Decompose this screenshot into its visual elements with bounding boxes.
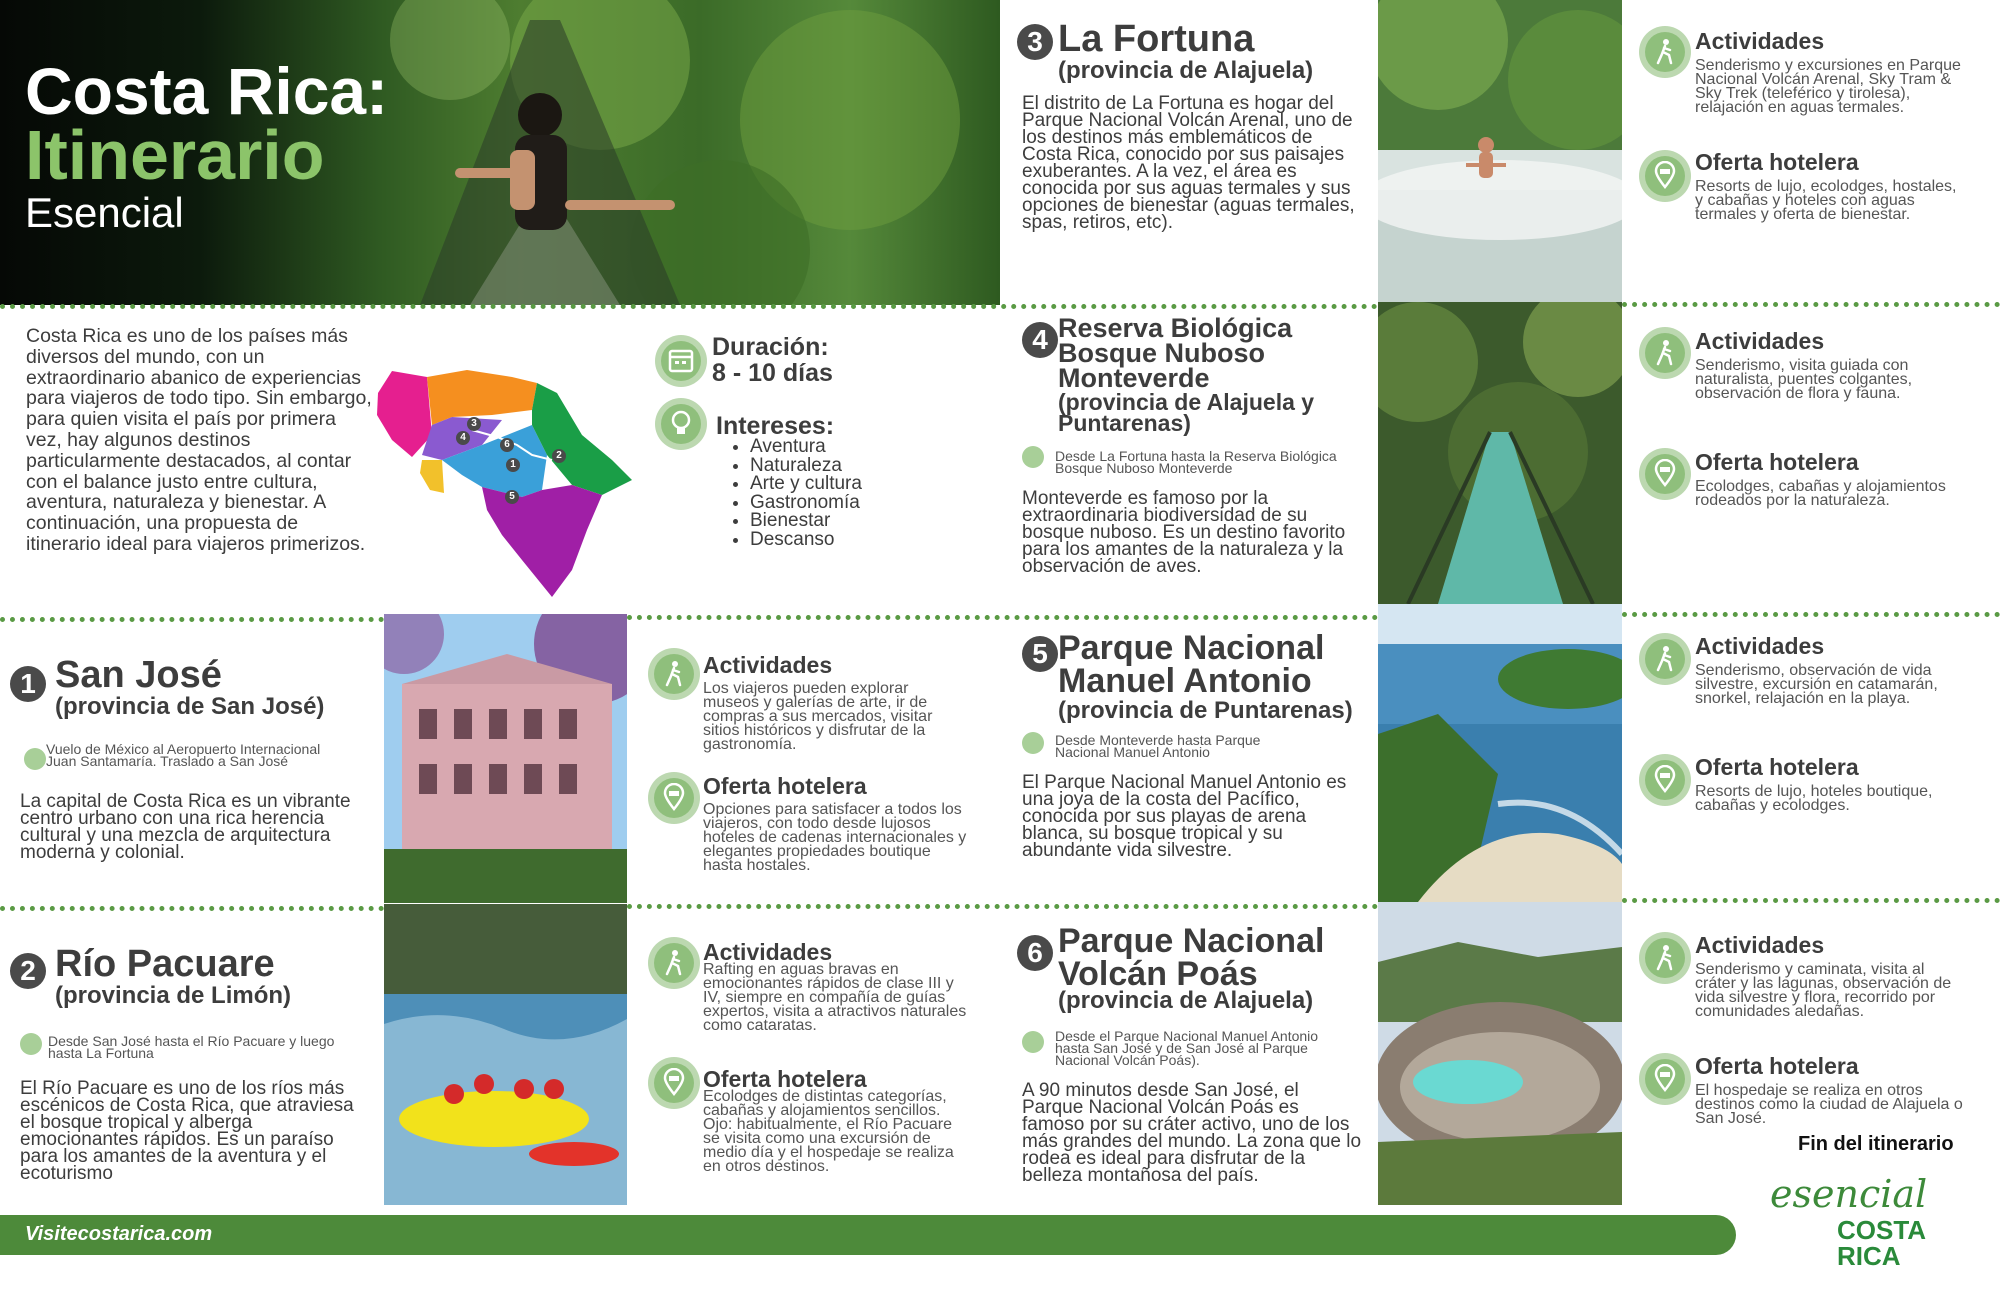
hotels-heading: Oferta hotelera (703, 773, 867, 799)
hiking-icon (648, 648, 700, 700)
hotel-pin-icon (648, 772, 700, 824)
interest-item: • Arte y cultura (750, 475, 862, 494)
photo-volcan-poas-crater (1378, 902, 1622, 1205)
desc-manuel-antonio: El Parque Nacional Manuel Antonio es una joya de la costa del Pacífico, conocida por sus playas de arena blanca, su bosque tropical y su abundante vida silvestre. (1022, 772, 1347, 861)
interest-item: • Naturaleza (750, 457, 862, 476)
divider-low-center (627, 904, 1378, 909)
section-subtitle-volcan-poas: (provincia de Alajuela) (1058, 987, 1314, 1014)
calendar-icon (655, 335, 707, 387)
interest-item: • Bienestar (750, 512, 862, 531)
interests-label: Intereses: (716, 412, 835, 440)
route-volcan-poas: Desde el Parque Nacional Manuel Antonio hasta San José y de San José al Parque Nacional Volcán Poás). (1055, 1028, 1319, 1068)
hero-title-line1: Costa Rica: (25, 54, 389, 128)
activities-la-fortuna: Senderismo y excursiones en Parque Nacional Volcán Arenal, Sky Tram & Sky Trek (teleférico y tirolesa), relajación en aguas termales. (1695, 57, 1961, 116)
divider-low-left (0, 906, 384, 911)
hero-title-line3: Esencial (25, 189, 184, 236)
section-title-san-jose: San José (55, 654, 222, 696)
intro-paragraph: Costa Rica es uno de los países más diversos del mundo, con un extraordinario abanico de experiencias para viajeros de todo tipo. Sin embargo, para quien visita el país por primera vez, hay algunos destinos particularmente destacados, al contar con el balance justo entre cultura, aventura, naturaleza y bienestar. A continuación, una propuesta de itinerario ideal para viajeros primerizos. (26, 325, 372, 555)
section-subtitle-rio-pacuare: (provincia de Limón) (55, 982, 292, 1009)
hiking-icon (1639, 26, 1691, 78)
section-number-2: 2 (10, 953, 46, 989)
hiking-icon (648, 937, 700, 989)
route-monteverde: Desde La Fortuna hasta la Reserva Biológica Bosque Nuboso Monteverde (1055, 448, 1337, 476)
hero-title-line2: Itinerario (25, 116, 325, 194)
map-label-1: 1 (506, 458, 520, 472)
hotels-heading: Oferta hotelera (1695, 149, 1859, 175)
divider-mid-left (0, 617, 384, 622)
costa-rica-map (372, 365, 637, 600)
desc-la-fortuna: El distrito de La Fortuna es hogar del Parque Nacional Volcán Arenal, uno de los destinos más emblemáticos de Costa Rica, conocido por sus paisajes exuberantes. A la vez, el área es conocida por sus aguas termales y sus opciones de bienestar (aguas termales, spas, retiros, etc). (1022, 93, 1355, 233)
route-manuel-antonio: Desde Monteverde hasta Parque Nacional Manuel Antonio (1055, 732, 1261, 760)
section-subtitle-la-fortuna: (provincia de Alajuela) (1058, 57, 1314, 84)
activities-san-jose: Los viajeros pueden explorar museos y galerías de arte, ir de compras a sus mercados, visitar sitios históricos y disfrutar de la gastronomía. (703, 680, 933, 753)
photo-la-fortuna-hot-springs (1378, 0, 1622, 302)
activities-monteverde: Senderismo, visita guiada con naturalista, puentes colgantes, observación de flora y fauna. (1695, 357, 1913, 402)
interest-item: • Aventura (750, 438, 862, 457)
section-title-monteverde: Reserva Biológica Bosque Nuboso Monteverde (1058, 313, 1293, 393)
route-icon (1022, 446, 1044, 468)
route-rio-pacuare: Desde San José hasta el Río Pacuare y luego hasta La Fortuna (48, 1033, 335, 1061)
interest-item: • Gastronomía (750, 494, 862, 513)
hotels-san-jose: Opciones para satisfacer a todos los viajeros, con todo desde lujosos hoteles de cadenas internacionales y elegantes propiedades boutique hasta hostales. (703, 801, 967, 874)
activities-heading: Actividades (1695, 932, 1825, 958)
hiking-icon (1639, 633, 1691, 685)
route-icon (24, 748, 46, 770)
hiking-icon (1639, 932, 1691, 984)
activities-heading: Actividades (703, 939, 833, 965)
hotels-heading: Oferta hotelera (703, 1066, 867, 1092)
interests-list (710, 438, 862, 549)
activities-manuel-antonio: Senderismo, observación de vida silvestre, excursión en catamarán, snorkel, relajación en la playa. (1695, 662, 1938, 707)
route-icon (1022, 1031, 1044, 1053)
section-title-la-fortuna: La Fortuna (1058, 18, 1255, 60)
hotels-rio-pacuare: Ecolodges de distintas categorías, cabañas y alojamientos sencillos. Ojo: habitualmente, el Río Pacuare se visita como una excursión de medio día y el hospedaje se realiza en otros destinos. (703, 1088, 954, 1175)
end-of-itinerary: Fin del itinerario (1798, 1133, 1954, 1155)
hotels-monteverde: Ecolodges, cabañas y alojamientos rodeados por la naturaleza. (1695, 478, 1946, 509)
hotel-pin-icon (1639, 1053, 1691, 1105)
divider-low-right (1622, 898, 2000, 903)
duration-value: 8 - 10 días (712, 359, 833, 387)
desc-san-jose: La capital de Costa Rica es un vibrante centro urbano con una rica herencia cultural y una mezcla de arquitectura moderna y colonial. (20, 791, 351, 863)
photo-san-jose-building (384, 614, 627, 903)
logo-line1: COSTA (1837, 1215, 1927, 1245)
route-icon (20, 1033, 42, 1055)
activities-heading: Actividades (1695, 28, 1825, 54)
logo-line2: RICA (1837, 1241, 1901, 1271)
desc-monteverde: Monteverde es famoso por la extraordinaria biodiversidad de su bosque nuboso. Es un destino favorito para los amantes de la naturaleza y la observación de aves. (1022, 488, 1346, 577)
map-label-4: 4 (456, 431, 470, 445)
logo-script: esencial (1770, 1172, 1928, 1216)
photo-rafting (384, 904, 627, 1205)
section-number-4: 4 (1022, 322, 1058, 358)
hotels-heading: Oferta hotelera (1695, 1053, 1859, 1079)
hotels-volcan-poas: El hospedaje se realiza en otros destinos como la ciudad de Alajuela o San José. (1695, 1082, 1963, 1127)
photo-manuel-antonio-coast (1378, 604, 1622, 902)
desc-rio-pacuare: El Río Pacuare es uno de los ríos más escénicos de Costa Rica, que atraviesa el bosque tropical y alberga emocionantes rápidos. Es un paraíso para los amantes de la aventura y el ecoturismo (20, 1078, 354, 1184)
hotels-la-fortuna: Resorts de lujo, ecolodges, hostales, y cabañas y hoteles con aguas termales y oferta de bienestar. (1695, 178, 1957, 223)
activities-heading: Actividades (1695, 328, 1825, 354)
route-san-jose: Vuelo de México al Aeropuerto Internacional Juan Santamaría. Traslado a San José (46, 741, 321, 769)
activities-heading: Actividades (1695, 633, 1825, 659)
hotel-pin-icon (1639, 448, 1691, 500)
logo-esencial-costa-rica (1765, 1172, 1965, 1272)
hotels-heading: Oferta hotelera (1695, 449, 1859, 475)
section-title-manuel-antonio: Parque Nacional Manuel Antonio (1058, 629, 1325, 700)
section-title-rio-pacuare: Río Pacuare (55, 943, 275, 985)
divider-mid-center (627, 615, 1378, 620)
divider-mid-right (1622, 612, 2000, 617)
activities-heading: Actividades (703, 652, 833, 678)
footer-url-link[interactable]: Visitecostarica.com (25, 1223, 213, 1245)
map-label-6: 6 (500, 438, 514, 452)
interest-item: • Descanso (750, 531, 862, 550)
section-number-5: 5 (1022, 636, 1058, 672)
section-number-3: 3 (1017, 24, 1053, 60)
map-label-2: 2 (552, 449, 566, 463)
route-icon (1022, 732, 1044, 754)
desc-volcan-poas: A 90 minutos desde San José, el Parque Nacional Volcán Poás es famoso por su cráter activo, uno de los más grandes del mundo. La zona que lo rodea es ideal para disfrutar de la belleza montañosa del país. (1022, 1080, 1362, 1186)
lightbulb-icon (655, 398, 707, 450)
section-subtitle-manuel-antonio: (provincia de Puntarenas) (1058, 697, 1353, 724)
section-number-6: 6 (1017, 935, 1053, 971)
section-title-volcan-poas: Parque Nacional Volcán Poás (1058, 922, 1325, 993)
map-label-3: 3 (467, 417, 481, 431)
hotels-manuel-antonio: Resorts de lujo, hoteles boutique, cabañas y ecolodges. (1695, 783, 1933, 814)
hotels-heading: Oferta hotelera (1695, 754, 1859, 780)
section-subtitle-san-jose: (provincia de San José) (55, 693, 325, 720)
hotel-pin-icon (1639, 150, 1691, 202)
activities-rio-pacuare: Rafting en aguas bravas en emocionantes rápidos de clase III y IV, siempre en compañía de guías expertos, visita a atractivos naturales como cataratas. (703, 961, 967, 1034)
footer-bar (0, 1215, 1736, 1255)
hotel-pin-icon (1639, 754, 1691, 806)
duration-label: Duración: (712, 333, 829, 361)
hiking-icon (1639, 327, 1691, 379)
hotel-pin-icon (648, 1057, 700, 1109)
activities-volcan-poas: Senderismo y caminata, visita al cráter y las lagunas, observación de vida silvestre y flora, recorrido por comunidades aledañas. (1695, 961, 1952, 1020)
divider-top-right (1622, 302, 2000, 307)
photo-monteverde-bridge (1378, 302, 1622, 604)
map-label-5: 5 (505, 490, 519, 504)
section-subtitle-monteverde: (provincia de Alajuela y Puntarenas) (1058, 389, 1315, 436)
section-number-1: 1 (10, 666, 46, 702)
divider-top-left (0, 304, 1378, 309)
